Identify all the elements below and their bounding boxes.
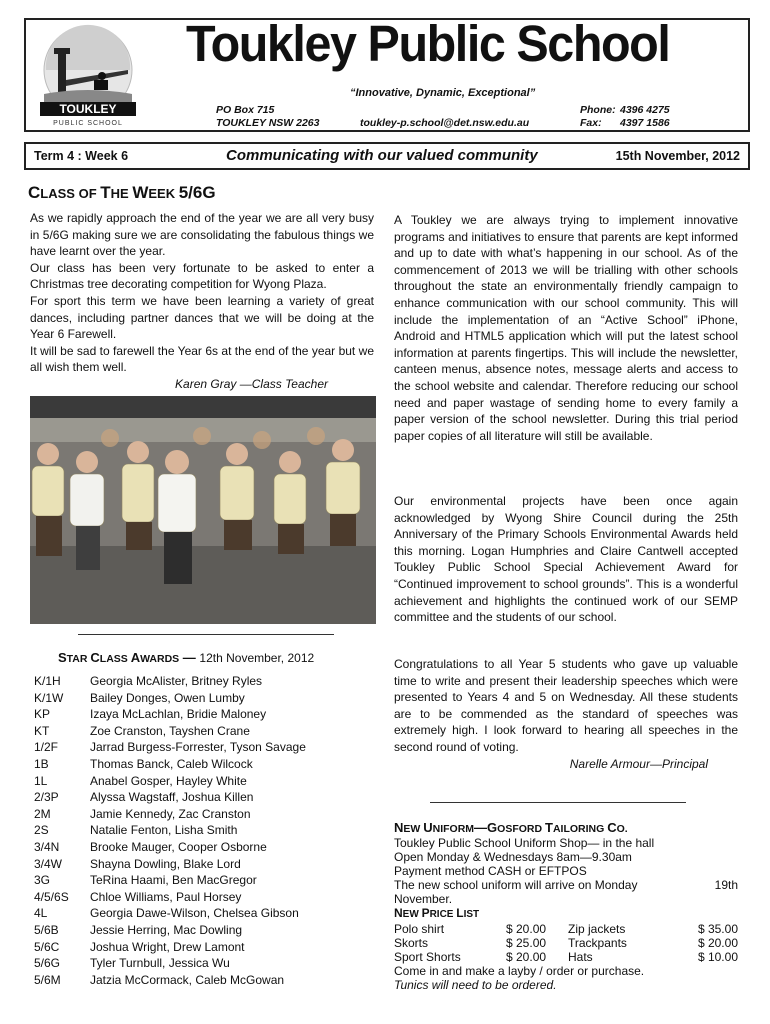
issue-banner bbox=[24, 142, 750, 170]
award-row: 5/6M Jatzia McCormack, Caleb McGowan bbox=[34, 972, 285, 987]
price-list-heading: NEW PRICE LIST bbox=[394, 906, 480, 920]
term-week: Term 4 : Week 6 bbox=[34, 149, 129, 163]
paragraph: As we rapidly approach the end of the year we are all very busy in 5/6G making sure we are consolidating the fabulous things we have learnt over the year. bbox=[30, 211, 374, 259]
contact-numbers bbox=[580, 104, 670, 130]
principal-signature: Narelle Armour—Principal bbox=[569, 756, 708, 771]
leadership-article bbox=[394, 656, 738, 772]
award-row: 2S Natalie Fenton, Lisha Smith bbox=[34, 823, 238, 838]
award-row: 5/6B Jessie Herring, Mac Dowling bbox=[34, 922, 243, 937]
uniform-heading: NEW UNIFORM—GOSFORD TAILORING CO. bbox=[394, 820, 628, 835]
class-photo bbox=[30, 396, 376, 624]
award-row: 1/2F Jarrad Burgess-Forrester, Tyson Savage bbox=[34, 740, 306, 755]
star-awards-heading: STAR CLASS AWARDS — 12th November, 2012 bbox=[58, 650, 315, 665]
po-box: PO Box 715 bbox=[216, 104, 275, 116]
award-row: 3G TeRina Haami, Ben MacGregor bbox=[34, 873, 257, 888]
price-row: Skorts $ 25.00 Trackpants $ 20.00 bbox=[394, 936, 738, 950]
tagline: Communicating with our valued community bbox=[226, 147, 538, 164]
teacher-signature: Karen Gray —Class Teacher bbox=[175, 376, 328, 391]
school-logo bbox=[36, 24, 140, 128]
award-row: KP Izaya McLachlan, Bridie Maloney bbox=[34, 707, 267, 722]
uniform-line: Payment method CASH or EFTPOS bbox=[394, 864, 587, 878]
active-school-article: A Toukley we are always trying to implement innovative programs and initiatives to ensure that parents are kept informed and up to date with what’s happening in our school. As of the commencement of 2013 we will be trialling with other schools throughout the state an environmentally friendly campaign to enhance communication with our school community. This will include the implementation of an “Active School” iPhone, Android and HTML5 application which will put the latest school information at parents fingertips. This will include the newsletter, canteen menus, absence notes, message alerts and access to the school website and calendar. Therefore reducing our school need and paper wastage of sending home to every family a paper version of the school newsletter. During this trial period paper copies of all literature will still be available. bbox=[394, 213, 738, 443]
svg-text:PUBLIC SCHOOL: PUBLIC SCHOOL bbox=[53, 120, 123, 127]
award-row: KT Zoe Cranston, Tayshen Crane bbox=[34, 723, 250, 738]
award-row: 4L Georgia Dawe-Wilson, Chelsea Gibson bbox=[34, 906, 299, 921]
star-awards-list bbox=[34, 673, 306, 988]
award-row: 2M Jamie Kennedy, Zac Cranston bbox=[34, 806, 251, 821]
paragraph: Our class has been very fortunate to be asked to enter a Christmas tree decorating competition for Wyong Plaza. bbox=[30, 260, 374, 292]
paragraph: Congratulations to all Year 5 students who gave up valuable time to write and present their leadership speeches which were presented to Years 4 and 5 on Wednesday. All these students are to be commended as the standard of speeches was extremely high. I look forward to hearing all speeches in the second round of voting. bbox=[394, 657, 738, 754]
school-motto: “Innovative, Dynamic, Exceptional” bbox=[350, 87, 536, 99]
uniform-line: November. bbox=[394, 892, 453, 906]
suburb: TOUKLEY NSW 2263 bbox=[216, 117, 320, 129]
award-row: 3/4W Shayna Dowling, Blake Lord bbox=[34, 856, 241, 871]
award-row: 3/4N Brooke Mauger, Cooper Osborne bbox=[34, 839, 267, 854]
price-row: Sport Shorts $ 20.00 Hats $ 10.00 bbox=[394, 950, 738, 964]
divider bbox=[78, 634, 334, 635]
school-email[interactable]: toukley-p.school@det.nsw.edu.au bbox=[360, 117, 530, 129]
award-row: K/1H Georgia McAlister, Britney Ryles bbox=[34, 674, 263, 688]
class-of-week-heading: CLASS OF THE WEEK 5/6G bbox=[28, 183, 216, 202]
issue-date: 15th November, 2012 bbox=[615, 149, 740, 163]
award-row: 4/5/6S Chloe Williams, Paul Horsey bbox=[34, 889, 242, 904]
award-row: K/1W Bailey Donges, Owen Lumby bbox=[34, 690, 245, 705]
awards-date: 12th November, 2012 bbox=[199, 651, 315, 665]
phone-number: 4396 4275 bbox=[620, 104, 670, 116]
svg-text:TOUKLEY: TOUKLEY bbox=[59, 102, 117, 116]
paragraph: It will be sad to farewell the Year 6s at the end of the year but we all wish them well. bbox=[30, 343, 374, 375]
award-row: 1L Anabel Gosper, Hayley White bbox=[34, 773, 247, 788]
award-row: 5/6C Joshua Wright, Drew Lamont bbox=[34, 939, 245, 954]
environment-article: Our environmental projects have been once again acknowledged by Wyong Shire Council during the 25th Anniversary of the Primary Schools Environmental Awards held this morning. Logan Humphries and Claire Cantwell accepted Toukley Public School Special Achievement Award for “Continued improvement to school grounds”. This is a wonderful achievement and highlights the continued work of our SEMP committee and the students of our school. bbox=[394, 494, 738, 625]
paragraph: For sport this term we have been learning a variety of great dances, including partner dances that we will be doing at the Year 6 Farewell. bbox=[30, 293, 374, 342]
class-of-week-text bbox=[30, 210, 374, 393]
uniform-line: Toukley Public School Uniform Shop— in the hall bbox=[394, 836, 655, 850]
uniform-line: Come in and make a layby / order or purchase. bbox=[394, 964, 645, 978]
school-name: Toukley Public School bbox=[186, 15, 670, 72]
divider bbox=[430, 802, 686, 803]
award-row: 2/3P Alyssa Wagstaff, Joshua Killen bbox=[34, 790, 254, 805]
price-list bbox=[394, 922, 738, 964]
price-row: Polo shirt $ 20.00 Zip jackets $ 35.00 bbox=[394, 922, 738, 936]
uniform-line: The new school uniform will arrive on Monday 19th bbox=[394, 878, 738, 892]
uniform-details bbox=[394, 836, 738, 992]
fax-label: Fax: bbox=[580, 117, 602, 129]
fax-number: 4397 1586 bbox=[620, 117, 670, 129]
phone-label: Phone: bbox=[580, 104, 616, 116]
award-row: 5/6G Tyler Turnbull, Jessica Wu bbox=[34, 956, 230, 971]
postal-address bbox=[216, 104, 319, 130]
award-row: 1B Thomas Banck, Caleb Wilcock bbox=[34, 756, 253, 771]
uniform-note: Tunics will need to be ordered. bbox=[394, 978, 557, 992]
uniform-line: Open Monday & Wednesdays 8am—9.30am bbox=[394, 850, 632, 864]
